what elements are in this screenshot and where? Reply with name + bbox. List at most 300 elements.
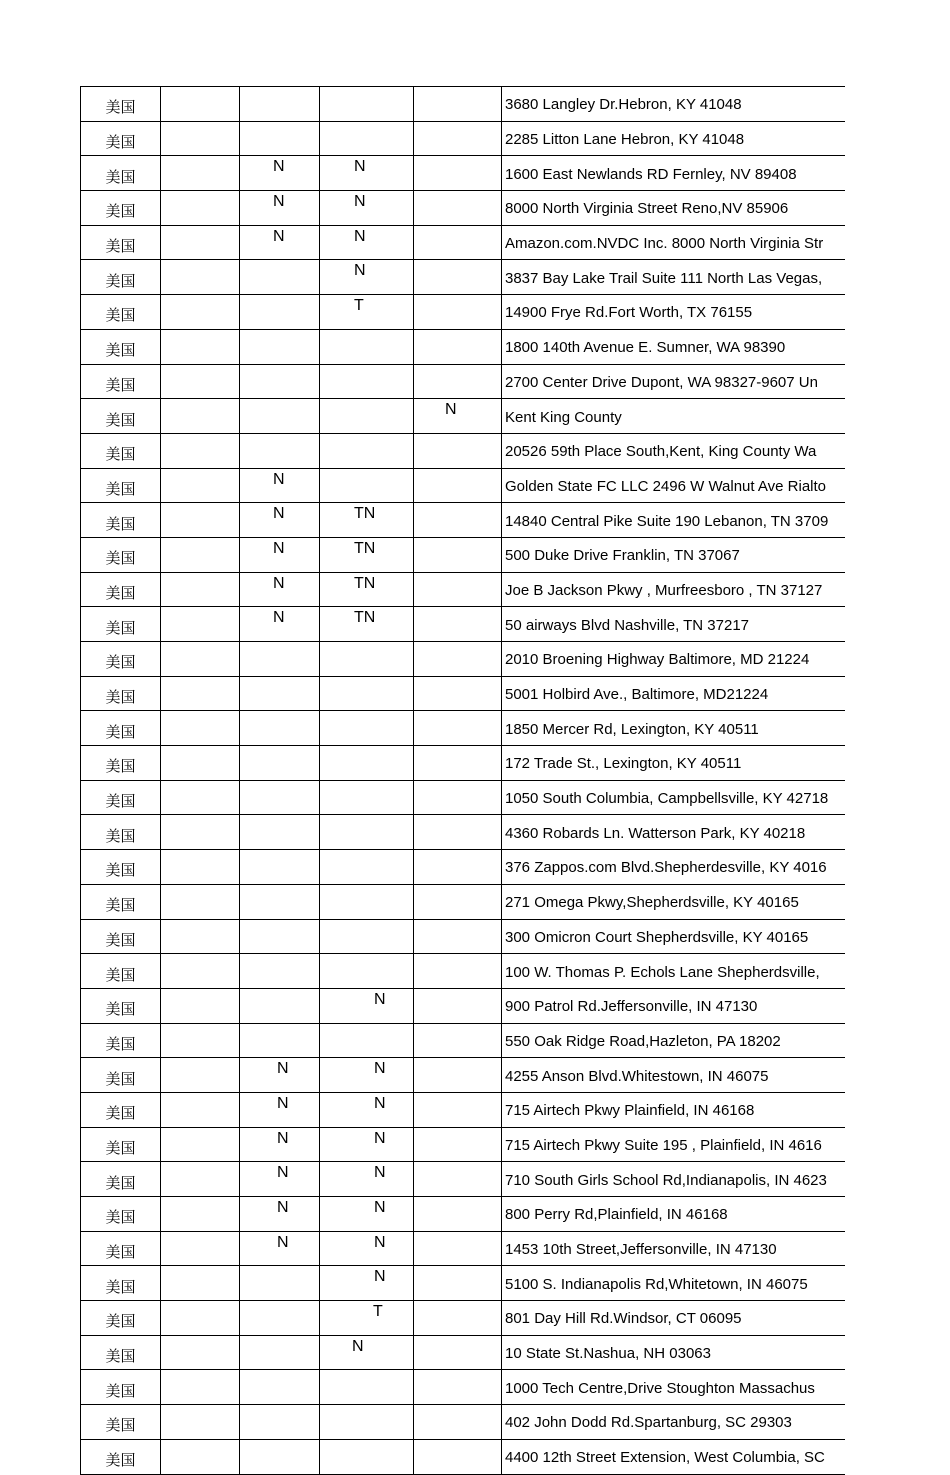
empty-cell: [161, 1335, 240, 1370]
country-cell: 美国: [81, 468, 161, 503]
empty-cell: [161, 988, 240, 1023]
flag-cell-c: [414, 780, 502, 815]
address-cell: [502, 988, 846, 1023]
table-row: [81, 1231, 846, 1266]
country-cell: 美国: [81, 746, 161, 781]
address-cell: [502, 1335, 846, 1370]
flag-cell-c: [414, 364, 502, 399]
flag-cell-b: [320, 1092, 414, 1127]
address-text: 376 Zappos.com Blvd.Shepherdesville, KY 4016: [505, 859, 827, 877]
flag-b-value: N: [374, 1129, 386, 1147]
empty-cell: [161, 746, 240, 781]
address-cell: [502, 329, 846, 364]
flag-cell-b: [320, 1370, 414, 1405]
empty-cell: [161, 1301, 240, 1336]
country-cell: 美国: [81, 260, 161, 295]
flag-cell-a: [240, 746, 320, 781]
address-text: 2285 Litton Lane Hebron, KY 41048: [505, 131, 745, 149]
flag-cell-c: [414, 503, 502, 538]
table-row: [81, 884, 846, 919]
country-cell: 美国: [81, 988, 161, 1023]
address-cell: [502, 260, 846, 295]
flag-cell-b: [320, 1058, 414, 1093]
flag-cell-b: [320, 746, 414, 781]
flag-cell-a: [240, 1439, 320, 1474]
table-row: [81, 676, 846, 711]
country-cell: 美国: [81, 1023, 161, 1058]
flag-cell-b: [320, 850, 414, 885]
address-cell: [502, 87, 846, 122]
flag-a-value: N: [273, 505, 285, 523]
empty-cell: [161, 954, 240, 989]
address-cell: [502, 572, 846, 607]
flag-cell-c: [414, 329, 502, 364]
flag-cell-a: [240, 295, 320, 330]
flag-cell-c: [414, 537, 502, 572]
address-cell: [502, 191, 846, 226]
country-cell: 美国: [81, 1405, 161, 1440]
flag-cell-c: [414, 1092, 502, 1127]
empty-cell: [161, 1162, 240, 1197]
address-cell: [502, 156, 846, 191]
flag-cell-b: [320, 954, 414, 989]
address-cell: [502, 295, 846, 330]
flag-cell-b: [320, 1127, 414, 1162]
address-cell: [502, 1405, 846, 1440]
address-text: 5001 Holbird Ave., Baltimore, MD21224: [505, 686, 769, 704]
empty-cell: [161, 87, 240, 122]
flag-cell-b: [320, 295, 414, 330]
empty-cell: [161, 537, 240, 572]
flag-cell-c: [414, 1405, 502, 1440]
flag-cell-a: [240, 954, 320, 989]
flag-cell-c: [414, 642, 502, 677]
address-cell: [502, 676, 846, 711]
address-text: 1850 Mercer Rd, Lexington, KY 40511: [505, 720, 759, 738]
flag-b-value: N: [374, 1094, 386, 1112]
empty-cell: [161, 191, 240, 226]
flag-a-value: N: [273, 609, 285, 627]
empty-cell: [161, 225, 240, 260]
flag-cell-c: [414, 1439, 502, 1474]
flag-cell-a: [240, 1370, 320, 1405]
flag-cell-c: [414, 572, 502, 607]
country-cell: 美国: [81, 433, 161, 468]
flag-b-value: TN: [354, 574, 376, 592]
flag-cell-a: [240, 329, 320, 364]
flag-cell-a: [240, 225, 320, 260]
table-row: [81, 468, 846, 503]
address-text: 1000 Tech Centre,Drive Stoughton Massachus: [505, 1379, 815, 1397]
country-cell: 美国: [81, 1335, 161, 1370]
table-row: [81, 87, 846, 122]
flag-b-value: T: [354, 297, 364, 315]
address-text: Joe B Jackson Pkwy , Murfreesboro , TN 37127: [505, 581, 823, 599]
table-row: [81, 1370, 846, 1405]
empty-cell: [161, 364, 240, 399]
address-text: 4400 12th Street Extension, West Columbia, SC: [505, 1449, 825, 1467]
empty-cell: [161, 919, 240, 954]
flag-b-value: TN: [354, 539, 376, 557]
flag-b-value: TN: [354, 505, 376, 523]
flag-a-value: N: [273, 539, 285, 557]
flag-cell-b: [320, 329, 414, 364]
country-cell: 美国: [81, 1162, 161, 1197]
flag-cell-b: [320, 642, 414, 677]
table-row: [81, 746, 846, 781]
empty-cell: [161, 1023, 240, 1058]
address-text: 402 John Dodd Rd.Spartanburg, SC 29303: [505, 1414, 792, 1432]
address-cell: [502, 1231, 846, 1266]
flag-cell-c: [414, 1162, 502, 1197]
address-text: 900 Patrol Rd.Jeffersonville, IN 47130: [505, 998, 758, 1016]
table-row: [81, 121, 846, 156]
flag-cell-a: [240, 607, 320, 642]
flag-cell-c: [414, 1197, 502, 1232]
flag-cell-c: [414, 746, 502, 781]
flag-cell-a: [240, 711, 320, 746]
country-cell: 美国: [81, 191, 161, 226]
country-cell: 美国: [81, 850, 161, 885]
flag-cell-b: [320, 191, 414, 226]
address-text: 20526 59th Place South,Kent, King County Wa: [505, 443, 817, 461]
country-cell: 美国: [81, 503, 161, 538]
country-cell: 美国: [81, 1231, 161, 1266]
address-cell: [502, 1197, 846, 1232]
flag-cell-c: [414, 433, 502, 468]
flag-cell-c: [414, 121, 502, 156]
flag-cell-b: [320, 988, 414, 1023]
country-cell: 美国: [81, 364, 161, 399]
address-cell: [502, 1127, 846, 1162]
flag-cell-c: [414, 225, 502, 260]
flag-b-value: N: [374, 1268, 386, 1286]
table-row: [81, 1023, 846, 1058]
flag-cell-b: [320, 884, 414, 919]
address-cell: [502, 954, 846, 989]
flag-cell-b: [320, 433, 414, 468]
flag-b-value: N: [354, 262, 366, 280]
address-text: 710 South Girls School Rd,Indianapolis, IN 4623: [505, 1171, 827, 1189]
table-row: [81, 537, 846, 572]
flag-a-value: N: [273, 193, 285, 211]
flag-cell-c: [414, 260, 502, 295]
flag-a-value: N: [277, 1233, 289, 1251]
flag-cell-a: [240, 121, 320, 156]
address-cell: [502, 1266, 846, 1301]
address-cell: [502, 364, 846, 399]
flag-b-value: T: [373, 1303, 383, 1321]
address-cell: [502, 1370, 846, 1405]
empty-cell: [161, 815, 240, 850]
address-cell: [502, 1301, 846, 1336]
table-row: [81, 954, 846, 989]
flag-a-value: N: [273, 470, 285, 488]
address-text: Amazon.com.NVDC Inc. 8000 North Virginia Str: [505, 235, 824, 253]
flag-cell-a: [240, 191, 320, 226]
country-cell: 美国: [81, 329, 161, 364]
address-cell: [502, 1023, 846, 1058]
flag-cell-b: [320, 121, 414, 156]
flag-a-value: N: [277, 1060, 289, 1078]
address-cell: [502, 1439, 846, 1474]
flag-cell-c: [414, 1335, 502, 1370]
empty-cell: [161, 1092, 240, 1127]
address-cell: [502, 1162, 846, 1197]
flag-b-value: N: [374, 990, 386, 1008]
empty-cell: [161, 676, 240, 711]
country-cell: 美国: [81, 1266, 161, 1301]
table-row: [81, 1058, 846, 1093]
empty-cell: [161, 780, 240, 815]
table-row: [81, 1092, 846, 1127]
country-cell: 美国: [81, 815, 161, 850]
flag-a-value: N: [277, 1164, 289, 1182]
table-row: [81, 1197, 846, 1232]
flag-b-value: N: [374, 1233, 386, 1251]
flag-cell-b: [320, 780, 414, 815]
flag-b-value: TN: [354, 609, 376, 627]
flag-cell-a: [240, 1058, 320, 1093]
flag-cell-b: [320, 1023, 414, 1058]
flag-cell-b: [320, 1405, 414, 1440]
empty-cell: [161, 468, 240, 503]
table-row: [81, 850, 846, 885]
flag-b-value: N: [354, 158, 366, 176]
flag-cell-a: [240, 1231, 320, 1266]
flag-cell-a: [240, 884, 320, 919]
flag-cell-c: [414, 988, 502, 1023]
flag-a-value: N: [273, 227, 285, 245]
address-text: 3837 Bay Lake Trail Suite 111 North Las Vegas,: [505, 269, 823, 287]
table-row: [81, 156, 846, 191]
flag-cell-b: [320, 1162, 414, 1197]
table-row: [81, 364, 846, 399]
country-cell: 美国: [81, 295, 161, 330]
country-cell: 美国: [81, 399, 161, 434]
table-row: [81, 1127, 846, 1162]
country-cell: 美国: [81, 954, 161, 989]
flag-cell-c: [414, 815, 502, 850]
flag-cell-a: [240, 433, 320, 468]
address-text: 172 Trade St., Lexington, KY 40511: [505, 755, 742, 773]
country-cell: 美国: [81, 121, 161, 156]
country-cell: 美国: [81, 1301, 161, 1336]
flag-b-value: N: [374, 1199, 386, 1216]
flag-cell-a: [240, 503, 320, 538]
address-text: 100 W. Thomas P. Echols Lane Shepherdsville,: [505, 963, 820, 981]
flag-cell-b: [320, 711, 414, 746]
flag-cell-c: [414, 399, 502, 434]
address-cell: [502, 884, 846, 919]
country-cell: 美国: [81, 225, 161, 260]
address-cell: [502, 607, 846, 642]
flag-cell-a: [240, 988, 320, 1023]
empty-cell: [161, 399, 240, 434]
address-text: 4255 Anson Blvd.Whitestown, IN 46075: [505, 1067, 769, 1085]
address-text: 801 Day Hill Rd.Windsor, CT 06095: [505, 1310, 742, 1328]
flag-cell-a: [240, 1162, 320, 1197]
flag-cell-c: [414, 1301, 502, 1336]
empty-cell: [161, 1405, 240, 1440]
flag-b-value: N: [354, 227, 366, 245]
flag-cell-c: [414, 191, 502, 226]
table-row: [81, 711, 846, 746]
country-cell: 美国: [81, 1439, 161, 1474]
address-cell: [502, 642, 846, 677]
flag-cell-c: [414, 156, 502, 191]
flag-cell-a: [240, 1023, 320, 1058]
flag-cell-c: [414, 1370, 502, 1405]
flag-a-value: N: [273, 574, 285, 592]
flag-cell-a: [240, 1266, 320, 1301]
flag-cell-a: [240, 1197, 320, 1232]
flag-b-value: N: [354, 193, 366, 211]
flag-cell-a: [240, 676, 320, 711]
empty-cell: [161, 1197, 240, 1232]
table-row: [81, 919, 846, 954]
table-row: [81, 1439, 846, 1474]
address-text: 14840 Central Pike Suite 190 Lebanon, TN 3709: [505, 512, 829, 530]
flag-cell-b: [320, 572, 414, 607]
empty-cell: [161, 260, 240, 295]
country-cell: 美国: [81, 642, 161, 677]
empty-cell: [161, 1266, 240, 1301]
flag-cell-a: [240, 399, 320, 434]
flag-a-value: N: [273, 158, 285, 176]
country-cell: 美国: [81, 537, 161, 572]
country-cell: 美国: [81, 711, 161, 746]
empty-cell: [161, 329, 240, 364]
flag-cell-a: [240, 260, 320, 295]
flag-cell-b: [320, 607, 414, 642]
flag-b-value: N: [352, 1337, 364, 1355]
flag-cell-b: [320, 1231, 414, 1266]
flag-cell-c: [414, 711, 502, 746]
empty-cell: [161, 1058, 240, 1093]
address-text: 500 Duke Drive Franklin, TN 37067: [505, 547, 740, 565]
table-row: [81, 503, 846, 538]
table-row: [81, 642, 846, 677]
flag-cell-a: [240, 87, 320, 122]
table-row: [81, 295, 846, 330]
flag-cell-a: [240, 815, 320, 850]
flag-cell-a: [240, 1127, 320, 1162]
address-text: 5100 S. Indianapolis Rd,Whitetown, IN 46075: [505, 1275, 808, 1293]
address-text: 50 airways Blvd Nashville, TN 37217: [505, 616, 750, 634]
country-cell: 美国: [81, 1058, 161, 1093]
empty-cell: [161, 156, 240, 191]
flag-cell-b: [320, 503, 414, 538]
flag-cell-b: [320, 537, 414, 572]
table-row: [81, 607, 846, 642]
country-cell: 美国: [81, 780, 161, 815]
address-text: 2700 Center Drive Dupont, WA 98327-9607 Un: [505, 373, 818, 391]
address-text: Kent King County: [505, 408, 622, 426]
table-row: [81, 329, 846, 364]
flag-cell-c: [414, 1231, 502, 1266]
flag-cell-b: [320, 156, 414, 191]
address-cell: [502, 468, 846, 503]
address-text: 715 Airtech Pkwy Plainfield, IN 46168: [505, 1102, 755, 1120]
table-row: [81, 1335, 846, 1370]
table-row: [81, 1405, 846, 1440]
address-cell: [502, 919, 846, 954]
country-cell: 美国: [81, 1370, 161, 1405]
address-text: 1050 South Columbia, Campbellsville, KY 42718: [505, 790, 829, 808]
address-text: 1600 East Newlands RD Fernley, NV 89408: [505, 165, 797, 183]
table-row: [81, 399, 846, 434]
flag-cell-c: [414, 884, 502, 919]
country-cell: 美国: [81, 607, 161, 642]
empty-cell: [161, 850, 240, 885]
flag-cell-a: [240, 468, 320, 503]
address-cell: [502, 399, 846, 434]
flag-c-value: N: [445, 401, 457, 419]
address-text: 1453 10th Street,Jeffersonville, IN 47130: [505, 1241, 777, 1259]
address-text: Golden State FC LLC 2496 W Walnut Ave Rialto: [505, 477, 826, 495]
country-cell: 美国: [81, 884, 161, 919]
flag-cell-c: [414, 850, 502, 885]
country-cell: 美国: [81, 87, 161, 122]
flag-cell-c: [414, 1058, 502, 1093]
table-row: [81, 1301, 846, 1336]
country-cell: 美国: [81, 676, 161, 711]
address-cell: [502, 1092, 846, 1127]
flag-cell-b: [320, 260, 414, 295]
flag-cell-b: [320, 815, 414, 850]
address-text: 10 State St.Nashua, NH 03063: [505, 1345, 711, 1363]
address-cell: [502, 780, 846, 815]
flag-cell-b: [320, 1335, 414, 1370]
flag-cell-a: [240, 364, 320, 399]
table-row: [81, 225, 846, 260]
table-row: [81, 191, 846, 226]
flag-cell-c: [414, 676, 502, 711]
address-cell: [502, 537, 846, 572]
empty-cell: [161, 607, 240, 642]
flag-cell-b: [320, 468, 414, 503]
address-cell: [502, 121, 846, 156]
address-cell: [502, 1058, 846, 1093]
flag-cell-c: [414, 1127, 502, 1162]
flag-cell-b: [320, 225, 414, 260]
table-row: [81, 780, 846, 815]
flag-cell-a: [240, 1405, 320, 1440]
flag-cell-b: [320, 676, 414, 711]
empty-cell: [161, 884, 240, 919]
flag-a-value: N: [277, 1129, 289, 1147]
empty-cell: [161, 503, 240, 538]
empty-cell: [161, 433, 240, 468]
address-text: 4360 Robards Ln. Watterson Park, KY 40218: [505, 824, 806, 842]
flag-cell-c: [414, 919, 502, 954]
flag-cell-b: [320, 919, 414, 954]
address-table: [80, 86, 845, 1475]
empty-cell: [161, 1439, 240, 1474]
address-cell: [502, 433, 846, 468]
address-cell: [502, 815, 846, 850]
flag-cell-a: [240, 156, 320, 191]
table-row: [81, 1162, 846, 1197]
table-row: [81, 815, 846, 850]
flag-cell-c: [414, 954, 502, 989]
flag-cell-a: [240, 1335, 320, 1370]
address-cell: [502, 850, 846, 885]
flag-cell-b: [320, 1301, 414, 1336]
address-text: 271 Omega Pkwy,Shepherdsville, KY 40165: [505, 894, 799, 912]
address-text: 300 Omicron Court Shepherdsville, KY 40165: [505, 928, 809, 946]
